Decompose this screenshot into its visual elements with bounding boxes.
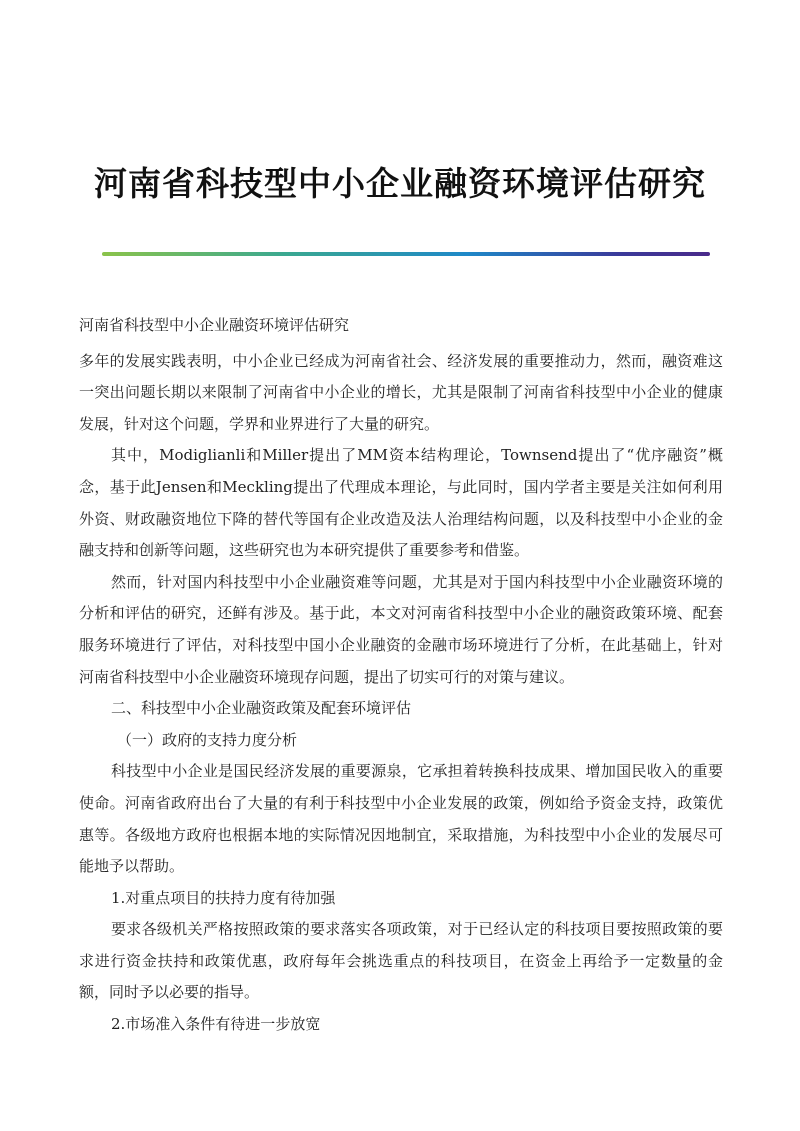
- subsection-heading: （一）政府的支持力度分析: [117, 730, 298, 749]
- item-heading-1: 1.对重点项目的扶持力度有待加强: [111, 888, 336, 907]
- subtitle-line: 河南省科技型中小企业融资环境评估研究: [79, 316, 350, 334]
- paragraph-item-1: 要求各级机关严格按照政策的要求落实各项政策，对于已经认定的科技项目要按照政策的要求进行资金扶持和政策优惠，政府每年会挑选重点的科技项目，在资金上再给予一定数量的金额，同时予以必要的指导。: [79, 920, 723, 1002]
- document-body: [79, 310, 723, 1041]
- item-heading-2: 2.市场准入条件有待进一步放宽: [111, 1015, 321, 1034]
- paragraph-government-support: 科技型中小企业是国民经济发展的重要源泉，它承担着转换科技成果、增加国民收入的重要使命。河南省政府出台了大量的有利于科技型中小企业发展的政策，例如给予资金支持，政策优惠等。各级地方政府也根据本地的实际情况因地制宜，采取措施，为科技型中小企业的发展尽可能地予以帮助。: [79, 762, 723, 876]
- document-title: 河南省科技型中小企业融资环境评估研究: [94, 164, 706, 203]
- section-heading: 二、科技型中小企业融资政策及配套环境评估: [111, 699, 412, 718]
- paragraph-purpose: 然而，针对国内科技型中小企业融资难等问题，尤其是对于国内科技型中小企业融资环境的分析和评估的研究，还鲜有涉及。基于此，本文对河南省科技型中小企业的融资政策环境、配套服务环境进行了评估，对科技型中国小企业融资的金融市场环境进行了分析，在此基础上，针对河南省科技型中小企业融资环境现存问题，提出了切实可行的对策与建议。: [79, 572, 723, 686]
- paragraph-literature: 其中，Modiglianli和Miller提出了MM资本结构理论，Townsend提出了“优序融资”概念，基于此Jensen和Meckling提出了代理成本理论，与此同时，国内学者主要是关注如何利用外资、财政融资地位下降的替代等国有企业改造及法人治理结构问题，以及科技型中小企业的金融支持和创新等问题，这些研究也为本研究提供了重要参考和借鉴。: [79, 446, 723, 560]
- paragraph-intro: 多年的发展实践表明，中小企业已经成为河南省社会、经济发展的重要推动力，然而，融资难这一突出问题长期以来限制了河南省中小企业的增长，尤其是限制了河南省科技型中小企业的健康发展，针对这个问题，学界和业界进行了大量的研究。: [79, 351, 723, 433]
- title-gradient-rule: [102, 252, 710, 256]
